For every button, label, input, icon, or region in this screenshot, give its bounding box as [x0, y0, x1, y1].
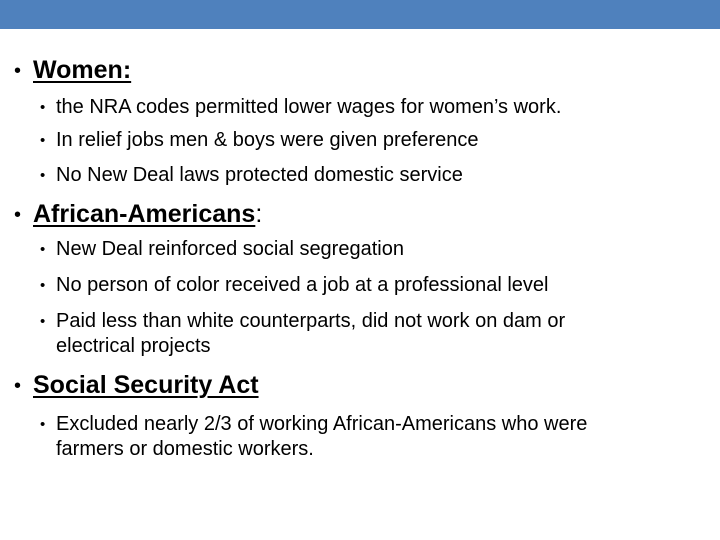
list-item [40, 273, 690, 298]
section-heading-african-americans [14, 199, 262, 230]
list-item [40, 237, 690, 262]
section-heading-social-security-act [14, 370, 259, 401]
list-item [40, 309, 690, 358]
list-item [40, 95, 690, 120]
list-item [40, 412, 690, 461]
bullet-icon: • [40, 99, 46, 116]
bullet-icon: • [40, 313, 46, 330]
bullet-icon: • [40, 167, 46, 184]
list-item-text-continued: farmers or domestic workers. [56, 438, 314, 460]
section-heading-text: African-Americans [33, 200, 256, 228]
list-item-text: Paid less than white counterparts, did not work on dam or [56, 310, 566, 332]
list-item-text: No New Deal laws protected domestic service [56, 164, 463, 186]
bullet-icon: • [14, 375, 22, 397]
list-item-text: In relief jobs men & boys were given preference [56, 129, 479, 151]
bullet-icon: • [14, 204, 22, 226]
bullet-icon: • [40, 277, 46, 294]
section-heading-text: Women: [33, 56, 132, 84]
list-item [40, 163, 690, 188]
bullet-icon: • [14, 60, 22, 82]
list-item-text: No person of color received a job at a professional level [56, 274, 549, 296]
list-item-text: the NRA codes permitted lower wages for women’s work. [56, 96, 562, 118]
section-heading-text: Social Security Act [33, 371, 259, 399]
bullet-icon: • [40, 132, 46, 149]
list-item-text: New Deal reinforced social segregation [56, 238, 404, 260]
section-heading-women [14, 55, 131, 86]
bullet-icon: • [40, 416, 46, 433]
bullet-icon: • [40, 241, 46, 258]
list-item-text: Excluded nearly 2/3 of working African-Americans who were [56, 413, 588, 435]
list-item [40, 128, 690, 153]
section-heading-suffix: : [255, 200, 263, 228]
list-item-text-continued: electrical projects [56, 335, 211, 357]
